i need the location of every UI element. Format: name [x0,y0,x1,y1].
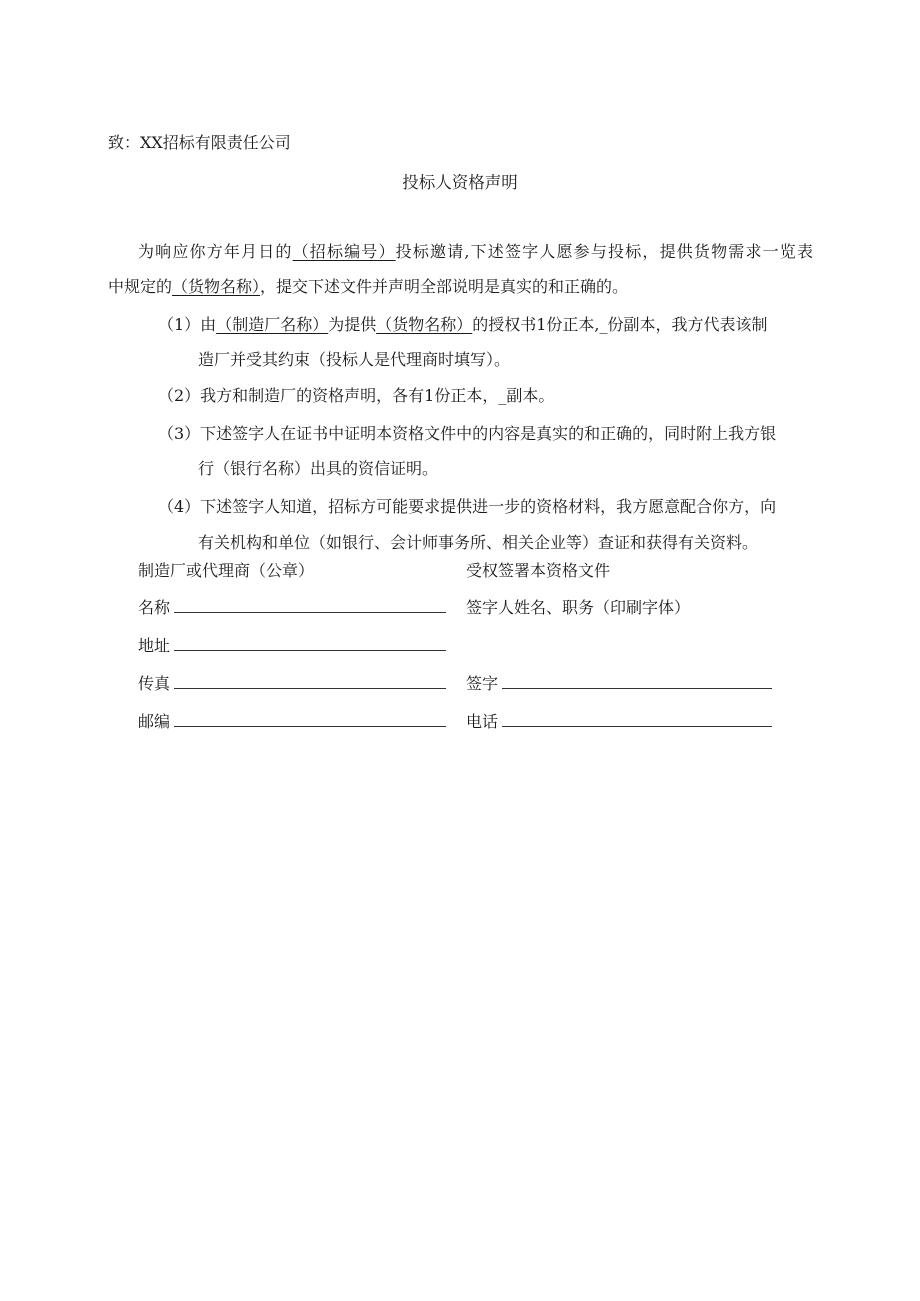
intro-text-2: 投标邀请,下述签字人愿参与投标，提供货物需求一览表 [395,242,813,261]
signature-row [466,673,772,695]
item-4-cont: 有关机构和单位（如银行、会计师事务所、相关企业等）查证和获得有关资料。 [198,533,759,552]
address-label: 地址 [138,636,171,655]
item-1-cont: 造厂并受其约束（投标人是代理商时填写）。 [198,350,511,369]
item-4: （4）下述签字人知道，招标方可能要求提供进一步的资格材料，我方愿意配合你方，向 [158,497,777,516]
item-3: （3）下述签字人在证书中证明本资格文件中的内容是真实的和正确的，同时附上我方银 [158,424,777,443]
maker-name-field: （制造厂名称） [216,315,329,334]
phone-input-line[interactable] [502,712,772,727]
name-label: 名称 [138,598,171,617]
intro-line-1 [138,241,813,263]
bid-number-field: （招标编号） [292,242,396,261]
postcode-input-line[interactable] [174,712,446,727]
fax-input-line[interactable] [174,674,446,689]
right-heading: 受权签署本资格文件 [466,561,611,580]
intro-text-3: 中规定的 [108,277,173,296]
signature-label: 签字 [466,674,499,693]
phone-label: 电话 [466,712,499,731]
document-title: 投标人资格声明 [402,173,518,192]
phone-row [466,711,772,733]
item-1-goods-field: （货物名称） [376,315,473,334]
left-heading: 制造厂或代理商（公章） [138,561,315,580]
fax-label: 传真 [138,674,171,693]
item-1 [158,314,768,336]
postcode-row [138,711,446,733]
addressee: 致：XX招标有限责任公司 [108,133,291,152]
item-1-rest: 的授权书1份正本,_份副本，我方代表该制 [472,315,768,334]
item-1-num: （1）由 [158,315,217,334]
goods-name-field: （货物名称） [172,277,261,296]
item-1-mid: 为提供 [328,315,377,334]
address-input-line[interactable] [174,636,446,651]
address-row [138,635,446,657]
intro-text-4: ，提交下述文件并声明全部说明是真实的和正确的。 [260,277,629,296]
name-row [138,597,446,619]
fax-row [138,673,446,695]
name-input-line[interactable] [174,598,446,613]
postcode-label: 邮编 [138,712,171,731]
signature-input-line[interactable] [502,674,772,689]
signer-label: 签字人姓名、职务（印刷字体） [466,598,691,617]
item-3-cont: 行（银行名称）出具的资信证明。 [198,459,439,478]
intro-line-2 [108,276,783,298]
intro-text-1: 为响应你方年月日的 [138,242,293,261]
item-2: （2）我方和制造厂的资格声明，各有1份正本，_副本。 [158,386,555,405]
